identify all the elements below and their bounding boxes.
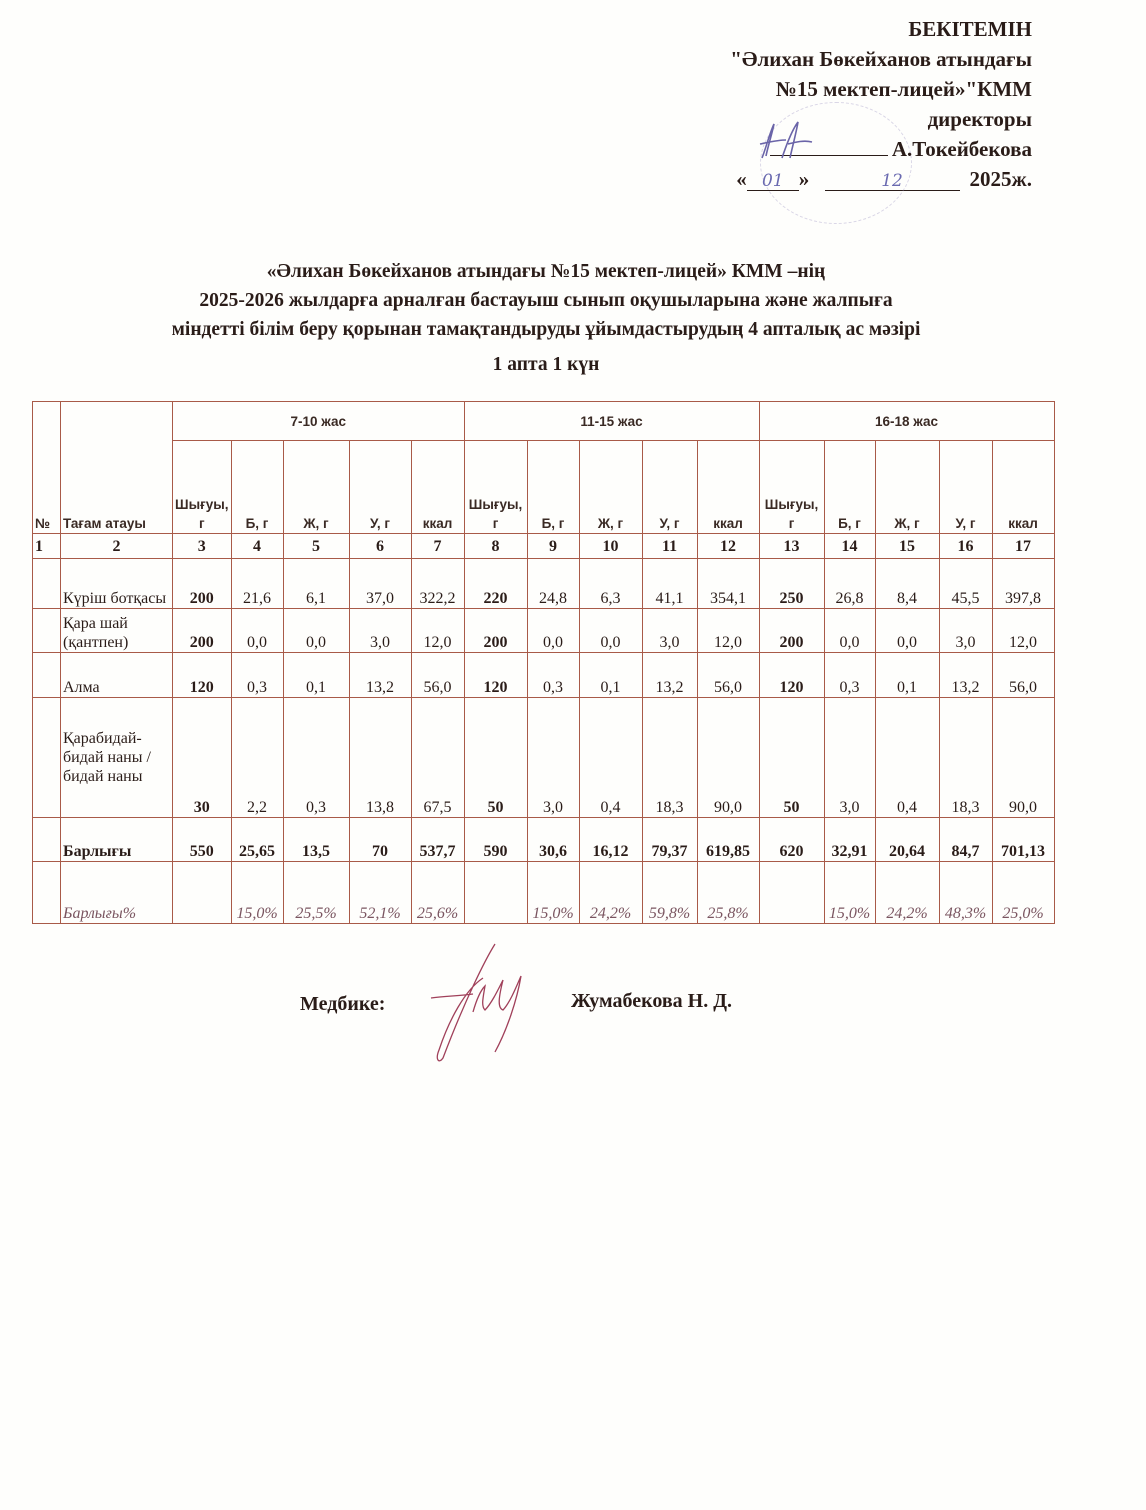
total-value: 20,64 — [875, 818, 939, 862]
subheader: Ж, г — [283, 441, 349, 534]
row-number-cell — [33, 862, 61, 924]
nutrition-value: 90,0 — [992, 698, 1054, 818]
nutrition-value: 56,0 — [697, 653, 759, 698]
column-number-row — [33, 534, 1055, 559]
nutrition-value: 3,0 — [349, 609, 411, 653]
row-number-cell — [33, 653, 61, 698]
nutrition-value: 0,0 — [527, 609, 579, 653]
nutrition-value: 50 — [464, 698, 527, 818]
nutrition-value: 26,8 — [824, 559, 875, 609]
dish-name: Қарабидай-бидай наны / бидай наны — [61, 698, 173, 818]
title-line2: 2025-2026 жылдарға арналған бастауыш сынып оқушыларына және жалпыға — [199, 290, 893, 311]
nutrition-value: 0,4 — [875, 698, 939, 818]
approval-heading: БЕКІТЕМІН — [908, 17, 1032, 41]
nutrition-value: 2,2 — [231, 698, 283, 818]
nutrition-value: 67,5 — [411, 698, 464, 818]
dish-name: Қара шай (қантпен) — [61, 609, 173, 653]
approval-org-line2: №15 мектеп-лицей»"КММ — [775, 77, 1032, 101]
nutrition-value: 21,6 — [231, 559, 283, 609]
dish-name: Күріш ботқасы — [61, 559, 173, 609]
nutrition-value: 0,1 — [579, 653, 642, 698]
nutrition-value: 0,0 — [283, 609, 349, 653]
nutrition-value: 3,0 — [527, 698, 579, 818]
percent-value — [464, 862, 527, 924]
nutrition-value: 30 — [173, 698, 232, 818]
nutrition-value: 3,0 — [642, 609, 697, 653]
title-line3: міндетті білім беру қорынан тамақтандыруды ұйымдастырудың 4 апталық ас мәзірі — [171, 319, 921, 340]
date-month: 12 — [825, 172, 960, 191]
nutrition-value: 56,0 — [992, 653, 1054, 698]
col-header-no: № — [33, 402, 61, 534]
column-number: 15 — [875, 534, 939, 559]
percent-value: 25,5% — [283, 862, 349, 924]
subheader: Шығуы, г — [464, 441, 527, 534]
nutrition-value: 120 — [759, 653, 824, 698]
subheader: Б, г — [231, 441, 283, 534]
percent-value: 25,0% — [992, 862, 1054, 924]
nutrition-value: 8,4 — [875, 559, 939, 609]
nutrition-value: 220 — [464, 559, 527, 609]
percent-label: Барлығы% — [61, 862, 173, 924]
nutrition-value: 250 — [759, 559, 824, 609]
subheader: ккал — [697, 441, 759, 534]
total-value: 620 — [759, 818, 824, 862]
nutrition-value: 12,0 — [697, 609, 759, 653]
row-number-cell — [33, 559, 61, 609]
column-number: 10 — [579, 534, 642, 559]
nutrition-value: 0,3 — [283, 698, 349, 818]
total-value: 619,85 — [697, 818, 759, 862]
nutrition-value: 18,3 — [642, 698, 697, 818]
title-week-day: 1 апта 1 күн — [492, 354, 600, 375]
nutrition-value: 45,5 — [939, 559, 992, 609]
column-number: 7 — [411, 534, 464, 559]
date-quote-open: « — [736, 167, 747, 191]
nutrition-value: 13,8 — [349, 698, 411, 818]
row-number-cell — [33, 818, 61, 862]
nutrition-value: 0,0 — [824, 609, 875, 653]
date-year: 2025ж. — [969, 167, 1032, 191]
nutrition-value: 0,1 — [875, 653, 939, 698]
subheader: Б, г — [527, 441, 579, 534]
percent-row — [33, 862, 1055, 924]
percent-value: 25,8% — [697, 862, 759, 924]
approval-position: директоры — [927, 107, 1032, 131]
nutrition-value: 13,2 — [349, 653, 411, 698]
group-header: 11-15 жас — [464, 402, 759, 441]
nutrition-value: 120 — [173, 653, 232, 698]
director-name: А.Токейбекова — [891, 137, 1032, 161]
approval-date — [730, 164, 1032, 194]
nutrition-value: 12,0 — [992, 609, 1054, 653]
nutrition-value: 0,0 — [875, 609, 939, 653]
subheader: ккал — [411, 441, 464, 534]
nutrition-value: 322,2 — [411, 559, 464, 609]
total-value: 590 — [464, 818, 527, 862]
total-value: 13,5 — [283, 818, 349, 862]
group-header: 7-10 жас — [173, 402, 465, 441]
subheader: У, г — [642, 441, 697, 534]
column-number: 12 — [697, 534, 759, 559]
total-value: 701,13 — [992, 818, 1054, 862]
nutrition-value: 120 — [464, 653, 527, 698]
total-value: 16,12 — [579, 818, 642, 862]
total-value: 550 — [173, 818, 232, 862]
column-number: 1 — [33, 534, 61, 559]
percent-value: 59,8% — [642, 862, 697, 924]
column-number: 6 — [349, 534, 411, 559]
dish-name: Алма — [61, 653, 173, 698]
subheader: Ж, г — [875, 441, 939, 534]
nutrition-value: 18,3 — [939, 698, 992, 818]
nutrition-value: 354,1 — [697, 559, 759, 609]
column-number: 5 — [283, 534, 349, 559]
nurse-signature-icon — [425, 940, 545, 1065]
nutrition-value: 200 — [173, 559, 232, 609]
signoff-label: Медбике: — [300, 993, 386, 1015]
subheader: У, г — [939, 441, 992, 534]
row-number-cell — [33, 698, 61, 818]
date-quote-close: » — [798, 167, 810, 191]
total-value: 79,37 — [642, 818, 697, 862]
menu-row — [33, 653, 1055, 698]
title-line1: «Әлихан Бөкейханов атындағы №15 мектеп-лицей» КММ –нің — [266, 261, 826, 282]
date-day: 01 — [747, 172, 799, 191]
total-value: 30,6 — [527, 818, 579, 862]
nutrition-value: 90,0 — [697, 698, 759, 818]
nutrition-value: 13,2 — [939, 653, 992, 698]
nutrition-value: 397,8 — [992, 559, 1054, 609]
nutrition-value: 56,0 — [411, 653, 464, 698]
subheader: Шығуы, г — [173, 441, 232, 534]
total-value: 70 — [349, 818, 411, 862]
subheader: ккал — [992, 441, 1054, 534]
subheader: Ж, г — [579, 441, 642, 534]
approval-block — [730, 14, 1032, 194]
nutrition-value: 3,0 — [939, 609, 992, 653]
percent-value: 15,0% — [231, 862, 283, 924]
menu-table — [32, 401, 1055, 924]
total-value: 25,65 — [231, 818, 283, 862]
approval-org-line1: "Әлихан Бөкейханов атындағы — [730, 47, 1032, 71]
column-number: 17 — [992, 534, 1054, 559]
column-number: 2 — [61, 534, 173, 559]
menu-row — [33, 698, 1055, 818]
percent-value: 15,0% — [527, 862, 579, 924]
total-row — [33, 818, 1055, 862]
nutrition-value: 0,3 — [231, 653, 283, 698]
total-value: 84,7 — [939, 818, 992, 862]
percent-value — [759, 862, 824, 924]
header-row-subheaders — [33, 441, 1055, 534]
nutrition-value: 24,8 — [527, 559, 579, 609]
subheader: Б, г — [824, 441, 875, 534]
document-title — [0, 257, 1092, 379]
column-number: 16 — [939, 534, 992, 559]
nutrition-value: 12,0 — [411, 609, 464, 653]
total-value: 32,91 — [824, 818, 875, 862]
column-number: 4 — [231, 534, 283, 559]
signoff-name: Жумабекова Н. Д. — [571, 990, 732, 1012]
nutrition-value: 0,0 — [231, 609, 283, 653]
column-number: 14 — [824, 534, 875, 559]
nutrition-value: 200 — [173, 609, 232, 653]
column-number: 9 — [527, 534, 579, 559]
percent-value: 24,2% — [579, 862, 642, 924]
column-number: 8 — [464, 534, 527, 559]
nutrition-value: 0,1 — [283, 653, 349, 698]
menu-row — [33, 609, 1055, 653]
percent-value: 25,6% — [411, 862, 464, 924]
nutrition-value: 41,1 — [642, 559, 697, 609]
group-header: 16-18 жас — [759, 402, 1054, 441]
nutrition-value: 0,4 — [579, 698, 642, 818]
nutrition-value: 50 — [759, 698, 824, 818]
subheader: У, г — [349, 441, 411, 534]
row-number-cell — [33, 609, 61, 653]
percent-value: 24,2% — [875, 862, 939, 924]
subheader: Шығуы, г — [759, 441, 824, 534]
column-number: 11 — [642, 534, 697, 559]
nutrition-value: 13,2 — [642, 653, 697, 698]
nutrition-value: 200 — [464, 609, 527, 653]
percent-value: 15,0% — [824, 862, 875, 924]
percent-value — [173, 862, 232, 924]
total-value: 537,7 — [411, 818, 464, 862]
percent-value: 48,3% — [939, 862, 992, 924]
nutrition-value: 0,0 — [579, 609, 642, 653]
total-label: Барлығы — [61, 818, 173, 862]
nutrition-value: 6,3 — [579, 559, 642, 609]
header-row-groups — [33, 402, 1055, 441]
nutrition-value: 3,0 — [824, 698, 875, 818]
nutrition-value: 0,3 — [527, 653, 579, 698]
percent-value: 52,1% — [349, 862, 411, 924]
column-number: 3 — [173, 534, 232, 559]
menu-row — [33, 559, 1055, 609]
column-number: 13 — [759, 534, 824, 559]
nutrition-value: 0,3 — [824, 653, 875, 698]
nutrition-value: 37,0 — [349, 559, 411, 609]
nutrition-value: 6,1 — [283, 559, 349, 609]
nutrition-value: 200 — [759, 609, 824, 653]
col-header-name: Тағам атауы — [61, 402, 173, 534]
director-signature-icon — [752, 118, 822, 164]
